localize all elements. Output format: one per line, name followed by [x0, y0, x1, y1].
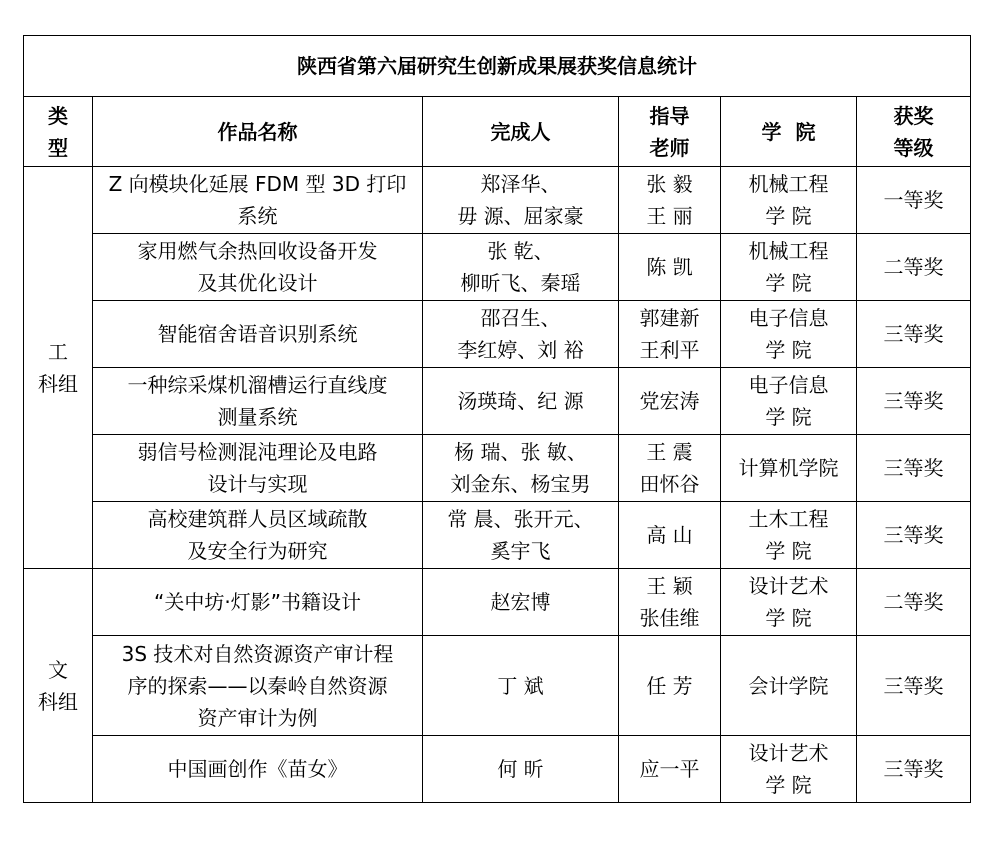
award-level: 二等奖: [857, 569, 971, 636]
award-level: 二等奖: [857, 234, 971, 301]
header-row: [24, 97, 971, 167]
authors: 杨 瑞、张 敏、 刘金东、杨宝男: [423, 435, 619, 502]
table-row: [24, 502, 971, 569]
work-name: 一种综采煤机溜槽运行直线度 测量系统: [93, 368, 423, 435]
authors: 何 昕: [423, 736, 619, 803]
advisor: 王 震 田怀谷: [619, 435, 721, 502]
authors: 张 乾、 柳昕飞、秦瑶: [423, 234, 619, 301]
table-row: [24, 435, 971, 502]
advisor: 党宏涛: [619, 368, 721, 435]
header-advisor: 指导 老师: [619, 97, 721, 167]
header-authors: 完成人: [423, 97, 619, 167]
header-level: 获奖 等级: [857, 97, 971, 167]
table-row: [24, 301, 971, 368]
work-name: “关中坊·灯影”书籍设计: [93, 569, 423, 636]
table-row: [24, 167, 971, 234]
advisor: 高 山: [619, 502, 721, 569]
award-level: 一等奖: [857, 167, 971, 234]
award-level: 三等奖: [857, 435, 971, 502]
authors: 常 晨、张开元、 奚宇飞: [423, 502, 619, 569]
work-name: 智能宿舍语音识别系统: [93, 301, 423, 368]
category-engineering: 工 科组: [24, 167, 93, 569]
advisor: 张 毅 王 丽: [619, 167, 721, 234]
award-table: [23, 35, 971, 803]
authors: 汤瑛琦、纪 源: [423, 368, 619, 435]
college: 机械工程 学 院: [721, 167, 857, 234]
college: 机械工程 学 院: [721, 234, 857, 301]
work-name: 3S 技术对自然资源资产审计程 序的探索——以秦岭自然资源 资产审计为例: [93, 636, 423, 736]
table-row: [24, 368, 971, 435]
work-name: Z 向模块化延展 FDM 型 3D 打印 系统: [93, 167, 423, 234]
work-name: 高校建筑群人员区域疏散 及安全行为研究: [93, 502, 423, 569]
college: 会计学院: [721, 636, 857, 736]
award-level: 三等奖: [857, 502, 971, 569]
table-row: [24, 736, 971, 803]
work-name: 家用燃气余热回收设备开发 及其优化设计: [93, 234, 423, 301]
college: 设计艺术 学 院: [721, 569, 857, 636]
advisor: 陈 凯: [619, 234, 721, 301]
title-row: [24, 36, 971, 97]
advisor: 应一平: [619, 736, 721, 803]
college: 电子信息 学 院: [721, 368, 857, 435]
table-title: 陕西省第六届研究生创新成果展获奖信息统计: [24, 36, 971, 97]
award-level: 三等奖: [857, 368, 971, 435]
authors: 赵宏博: [423, 569, 619, 636]
college: 土木工程 学 院: [721, 502, 857, 569]
table-row: [24, 569, 971, 636]
award-level: 三等奖: [857, 736, 971, 803]
table-row: [24, 234, 971, 301]
advisor: 任 芳: [619, 636, 721, 736]
work-name: 中国画创作《苗女》: [93, 736, 423, 803]
advisor: 王 颖 张佳维: [619, 569, 721, 636]
award-level: 三等奖: [857, 636, 971, 736]
authors: 郑泽华、 毋 源、屈家豪: [423, 167, 619, 234]
category-arts: 文 科组: [24, 569, 93, 803]
header-type: 类 型: [24, 97, 93, 167]
college: 计算机学院: [721, 435, 857, 502]
college: 设计艺术 学 院: [721, 736, 857, 803]
college: 电子信息 学 院: [721, 301, 857, 368]
work-name: 弱信号检测混沌理论及电路 设计与实现: [93, 435, 423, 502]
table-row: [24, 636, 971, 736]
header-work: 作品名称: [93, 97, 423, 167]
award-level: 三等奖: [857, 301, 971, 368]
advisor: 郭建新 王利平: [619, 301, 721, 368]
authors: 丁 斌: [423, 636, 619, 736]
header-college: 学 院: [721, 97, 857, 167]
authors: 邵召生、 李红婷、刘 裕: [423, 301, 619, 368]
